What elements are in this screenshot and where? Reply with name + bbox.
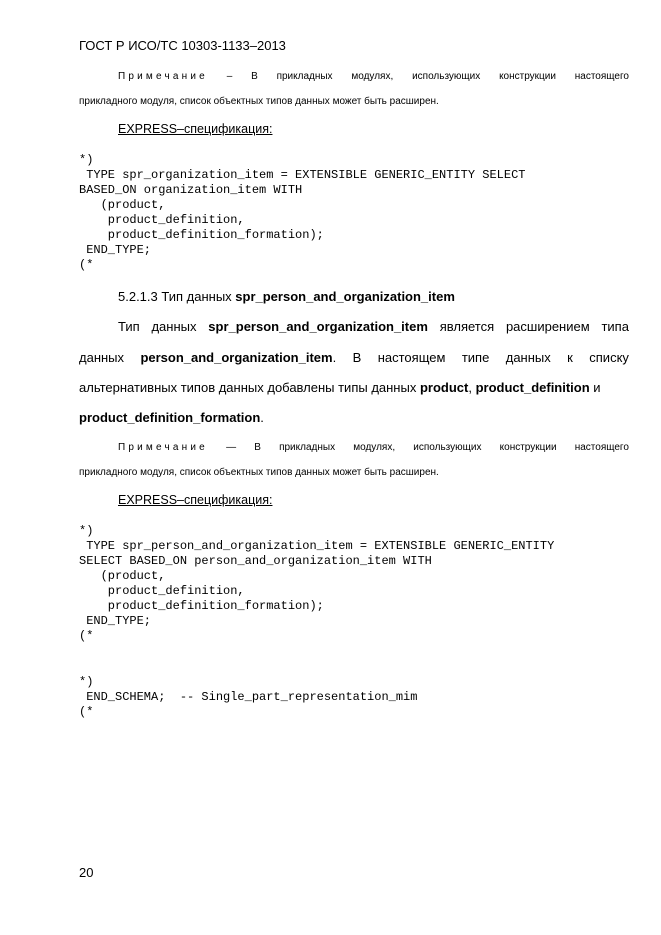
note-2-line-1 <box>118 442 629 453</box>
para-word: В <box>352 350 362 365</box>
para-word: Тип <box>118 319 140 334</box>
para-word: типа <box>601 319 629 334</box>
para-term: person_and_organization_item <box>140 350 333 365</box>
para-term: spr_person_and_organization_item <box>208 319 428 334</box>
note-word: модулях, <box>353 442 396 453</box>
note-word: В <box>254 442 261 453</box>
para-word: является <box>439 319 495 334</box>
para-text: альтернативных типов данных добавлены типы данных <box>79 380 420 395</box>
note-word: прикладных <box>276 71 333 82</box>
para-line-1 <box>118 319 629 334</box>
para-term-group <box>140 350 336 365</box>
document-header: ГОСТ Р ИСО/ТС 10303-1133–2013 <box>79 38 286 53</box>
para-word: расширением <box>505 319 590 334</box>
note-dash: – <box>226 71 233 82</box>
note-word: использующих <box>413 442 482 453</box>
para-line-2 <box>79 350 629 365</box>
para-punct: , <box>468 380 476 395</box>
para-word: списку <box>589 350 629 365</box>
para-line-3 <box>79 380 601 395</box>
page-number: 20 <box>79 865 94 880</box>
para-word: данных <box>151 319 197 334</box>
note-word: использующих <box>412 71 481 82</box>
para-term: product_definition_formation <box>79 410 261 425</box>
note-2-line-2: прикладного модуля, список объектных типов данных может быть расширен. <box>79 467 439 478</box>
para-punct: . <box>332 350 337 365</box>
para-punct: . <box>260 410 264 425</box>
para-word: настоящем <box>377 350 446 365</box>
para-word: типе <box>461 350 490 365</box>
para-term: product <box>419 380 469 395</box>
note-1-line-1 <box>118 71 629 82</box>
express-code-block-1: *) TYPE spr_organization_item = EXTENSIBLE GENERIC_ENTITY SELECT BASED_ON organization_item WITH (product, product_definition, product_definition_formation); END_TYPE; (* <box>79 153 526 272</box>
note-label: Примечание <box>118 442 208 453</box>
express-spec-heading: EXPRESS–спецификация: <box>118 122 273 136</box>
note-label: Примечание <box>118 71 208 82</box>
para-word: данных <box>79 350 125 365</box>
section-heading <box>118 289 455 304</box>
note-word: модулях, <box>351 71 394 82</box>
express-code-block-2: *) TYPE spr_person_and_organization_item = EXTENSIBLE GENERIC_ENTITY SELECT BASED_ON person_and_organization_item WITH (product, product_definition, product_definition_formation); END_TYPE; (* <box>79 524 555 643</box>
note-word: В <box>251 71 258 82</box>
note-word: настоящего <box>574 71 629 82</box>
note-1-line-2: прикладного модуля, список объектных типов данных может быть расширен. <box>79 96 439 107</box>
para-text: и <box>589 380 601 395</box>
express-spec-heading: EXPRESS–спецификация: <box>118 493 273 507</box>
note-word: прикладных <box>279 442 336 453</box>
note-word: конструкции <box>499 442 557 453</box>
para-word: к <box>567 350 573 365</box>
section-number: 5.2.1.3 Тип данных <box>118 289 236 304</box>
note-word: конструкции <box>499 71 556 82</box>
para-term: product_definition <box>475 380 590 395</box>
para-word: данных <box>505 350 551 365</box>
para-line-4 <box>79 410 264 425</box>
note-word: настоящего <box>574 442 629 453</box>
express-code-block-3: *) END_SCHEMA; -- Single_part_representation_mim (* <box>79 675 418 719</box>
note-dash: — <box>226 442 237 453</box>
section-name: spr_person_and_organization_item <box>235 289 455 304</box>
